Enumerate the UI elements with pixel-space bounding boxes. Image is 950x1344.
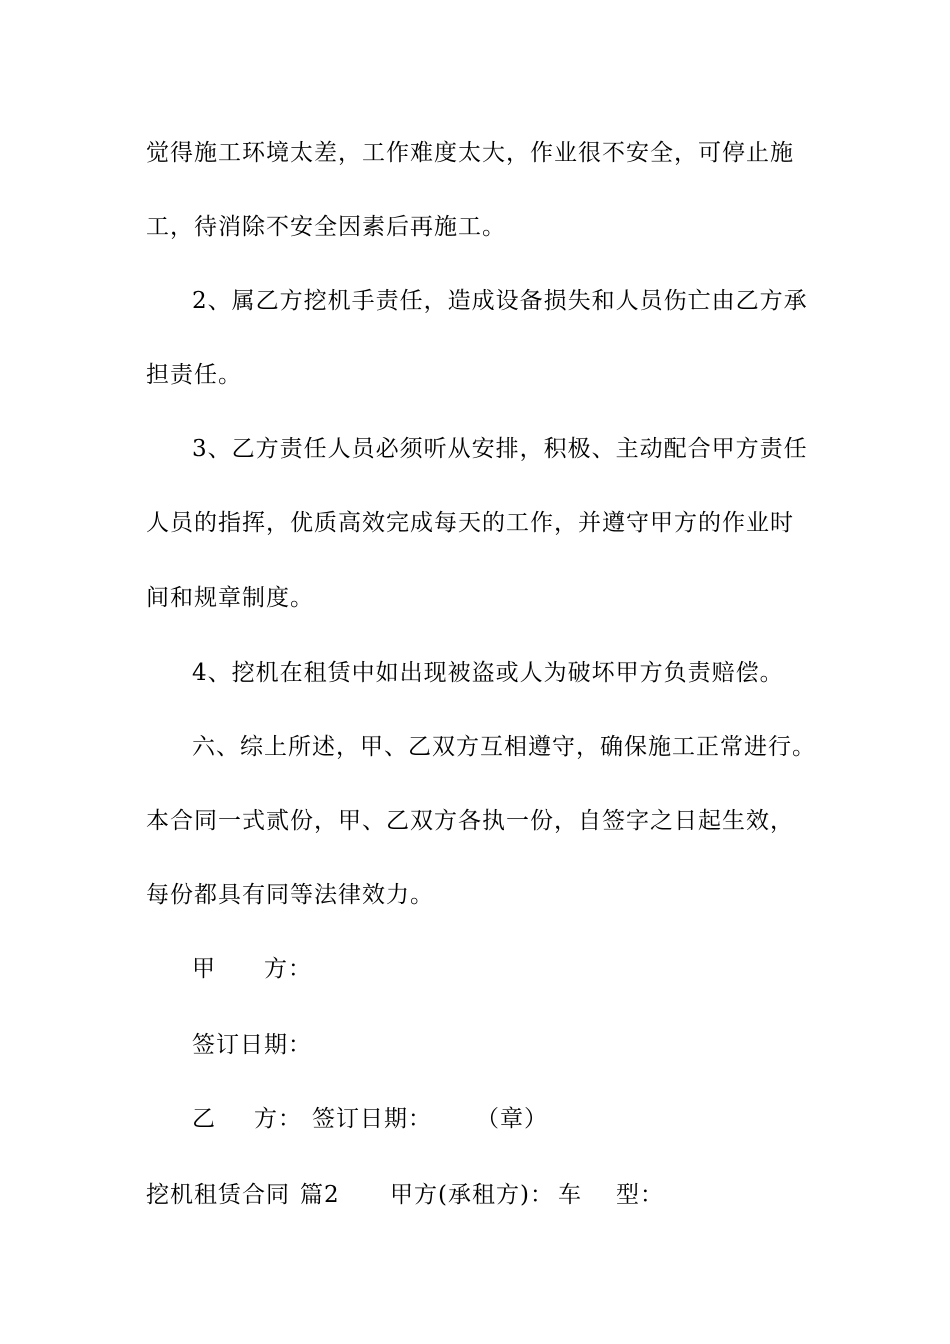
lessee-label: 甲方(承租方)： bbox=[390, 1182, 554, 1208]
party-b-sign-date: 签订日期： bbox=[312, 1106, 432, 1132]
vehicle-type-char-1: 车 bbox=[558, 1182, 582, 1208]
contract-section-number: 篇2 bbox=[300, 1182, 340, 1208]
clause-3-line-3: 间和规章制度。 bbox=[146, 585, 314, 611]
party-b-label-char-2: 方： bbox=[254, 1106, 302, 1132]
section-6-line-2: 本合同一式贰份，甲、乙双方各执一份，自签字之日起生效， bbox=[146, 808, 794, 834]
clause-2-line-2: 担责任。 bbox=[146, 362, 242, 388]
contract-title: 挖机租赁合同 bbox=[146, 1182, 290, 1208]
paragraph-line-2: 工，待消除不安全因素后再施工。 bbox=[146, 214, 506, 240]
party-a-label-char-1: 甲 bbox=[192, 956, 216, 982]
party-b-label-char-1: 乙 bbox=[192, 1106, 216, 1132]
clause-3-line-1: 3、乙方责任人员必须听从安排，积极、主动配合甲方责任 bbox=[192, 436, 808, 462]
section-6-line-3: 每份都具有同等法律效力。 bbox=[146, 882, 434, 908]
clause-2-line-1: 2、属乙方挖机手责任，造成设备损失和人员伤亡由乙方承 bbox=[192, 288, 808, 314]
party-a-label-char-2: 方： bbox=[264, 956, 312, 982]
vehicle-type-char-2: 型： bbox=[616, 1182, 664, 1208]
section-6-line-1: 六、综上所述，甲、乙双方互相遵守，确保施工正常进行。 bbox=[192, 734, 816, 760]
clause-4-line-1: 4、挖机在租赁中如出现被盗或人为破坏甲方负责赔偿。 bbox=[192, 660, 784, 686]
clause-3-line-2: 人员的指挥，优质高效完成每天的工作，并遵守甲方的作业时 bbox=[146, 510, 794, 536]
seal-mark: （章） bbox=[476, 1106, 548, 1132]
party-a-sign-date: 签订日期： bbox=[192, 1032, 312, 1058]
paragraph-line-1: 觉得施工环境太差，工作难度太大，作业很不安全，可停止施 bbox=[146, 140, 794, 166]
